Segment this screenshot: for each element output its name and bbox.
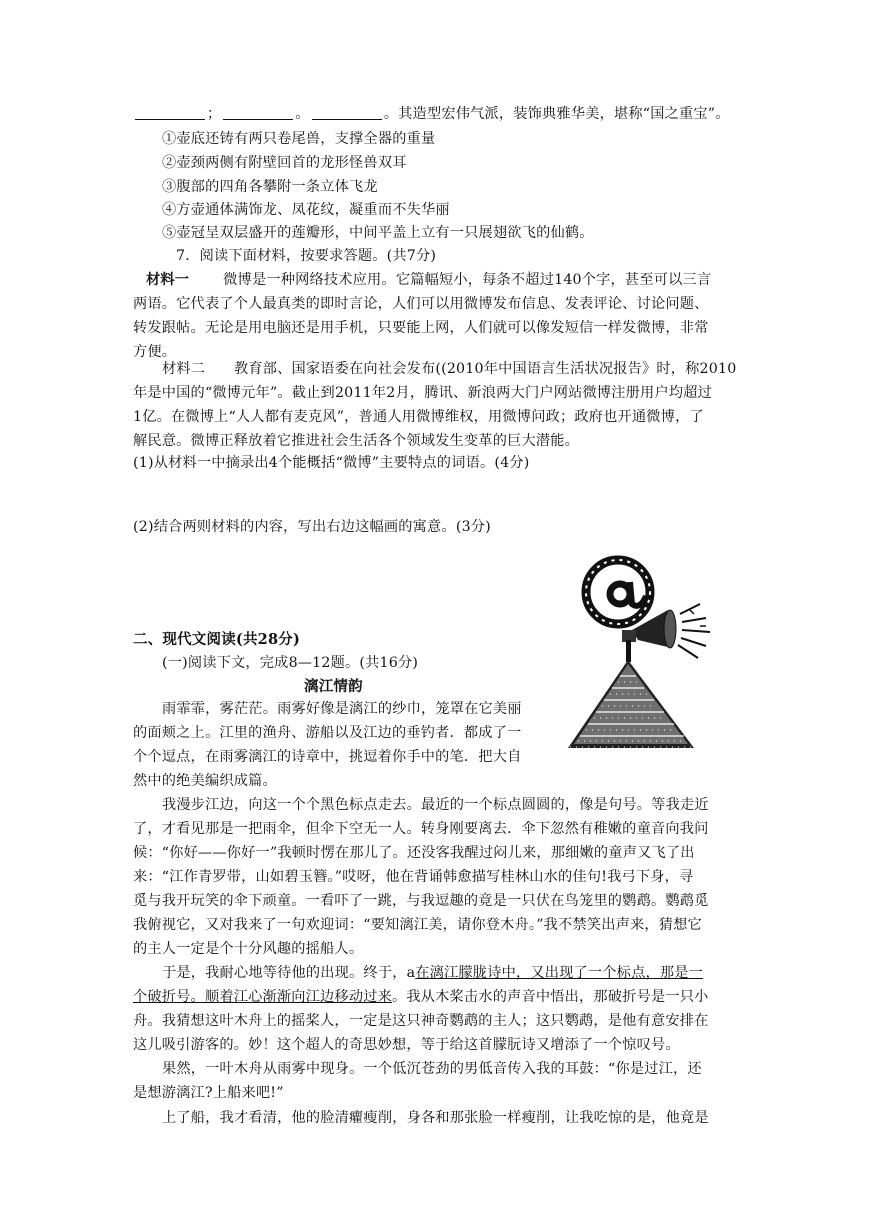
article-title: 漓江情韵 <box>304 678 363 695</box>
para-2-line-1: 我漫步江边，向这一个个黑色标点走去。最近的一个标点圆圆的，像是句号。等我走近 <box>162 797 709 813</box>
underlined-sentence-a-cont: 个破折号。顺着江心渐渐向江边移动过来 <box>133 989 392 1005</box>
material-1-line-2: 两语。它代表了个人最真类的即时言论，人们可以用微博发布信息、发表评论、讨论问题、 <box>133 296 709 312</box>
para-2-line-2: 了，才看见那是一把雨伞，但伞下空无一人。转身刚要离去．伞下忽然有稚嫩的童音向我问 <box>133 821 709 837</box>
option-5: ⑤壶冠呈双层盛开的莲瓣形，中间平盖上立有一只展翅欲飞的仙鹤。 <box>162 225 594 241</box>
material-2-line-3: 1亿。在微博上“人人都有麦克风”，普通人用微博维权，用微博问政；政府也开通微博，了 <box>133 409 704 425</box>
answer-blank-3[interactable] <box>312 105 382 120</box>
option-2: ②壶颈两侧有附壁回首的龙形怪兽双耳 <box>162 155 407 171</box>
para-2-line-4: 来：“江作青罗带，山如碧玉簪。”哎呀，他在背诵韩愈描写桂林山水的佳句!我弓下身，寻 <box>133 869 694 885</box>
para-1-line-3: 个个逗点，在雨雾漓江的诗章中，挑逗着你手中的笔．把大自 <box>133 749 522 765</box>
human-pyramid-icon <box>568 660 694 748</box>
material-2-line-2: 年是中国的“微博元年”。截止到2011年2月，腾讯、新浪两大门户网站微博注册用户均超过 <box>133 385 712 401</box>
material-2-line-4: 解民意。微博正释放着它推进社会生活各个领域发生变革的巨大潜能。 <box>133 433 580 449</box>
section-2-title: 二、现代文阅读(共28分) <box>133 631 300 648</box>
material-1-line-1: 材料一 微博是一种网络技术应用。它篇幅短小，每条不超过140个字，甚至可以三言 <box>146 272 712 288</box>
para-4-line-1: 果然，一叶木舟从雨雾中现身。一个低沉苍劲的男低音传入我的耳鼓：“你是过江，还 <box>162 1061 702 1077</box>
para-3-line-3: 舟。我猜想这叶木舟上的摇桨人，一定是这只神奇鹦鹉的主人；这只鹦鹉，是他有意安排在 <box>133 1013 709 1029</box>
section-2-part-1: (一)阅读下文，完成8—12题。(共16分) <box>162 655 419 671</box>
material-1-line-3: 转发跟帖。无论是用电脑还是用手机，只要能上网，人们就可以像发短信一样发微博，非常 <box>133 320 709 336</box>
answer-blank-2[interactable] <box>223 105 293 120</box>
question-7-title: 7．阅读下面材料，按要求答题。(共7分) <box>176 248 437 264</box>
separator-1: ； <box>207 106 222 122</box>
para-2-line-7: 的主人一定是个十分风趣的摇船人。 <box>133 941 364 957</box>
separator-2: 。 <box>295 106 310 122</box>
question-7-sub-1: (1)从材料一中摘录出4个能概括“微博”主要特点的词语。(4分) <box>133 455 530 471</box>
material-2-line-1: 材料二 教育部、国家语委在向社会发布((2010年中国语言生活状况报告》时，称2010 <box>162 361 737 377</box>
option-4: ④方壶通体满饰龙、凤花纹，凝重而不失华丽 <box>162 202 450 218</box>
option-3: ③腹部的四角各攀附一条立体飞龙 <box>162 179 378 195</box>
para-1-line-2: 的面颊之上。江里的渔舟、游船以及江边的垂钓者．都成了一 <box>133 725 522 741</box>
para-2-line-6: 我俯视它，又对我来了一句欢迎词：“要知漓江美，请你登木舟。”我不禁笑出声来，猜想它 <box>133 917 702 933</box>
fill-blank-tail: 。其造型宏伟气派，装饰典雅华美，堪称“国之重宝”。 <box>383 106 730 122</box>
para-1-line-4: 然中的绝美编织成篇。 <box>133 773 277 789</box>
fill-blank-line <box>133 102 730 126</box>
option-1: ①壶底还铸有两只卷尾兽，支撑全器的重量 <box>162 131 436 147</box>
para-3-line-2: 个破折号。顺着江心渐渐向江边移动过来。我从木桨击水的声音中悟出，那破折号是一只小 <box>133 989 709 1005</box>
para-2-line-3: 候：“你好——你好一”我顿时愣在那儿了。还没客我醒过闷儿来，那细嫩的童声又飞了出 <box>133 845 695 861</box>
question-7-sub-2: (2)结合两则材料的内容，写出右边这幅画的寓意。(3分) <box>133 519 491 535</box>
material-1-label: 材料一 <box>146 272 190 288</box>
para-3-line-4: 这儿吸引游客的。妙！这个超人的奇思妙想，等于给这首朦朊诗又增添了一个惊叹号。 <box>133 1037 680 1053</box>
cartoon-at-megaphone-image <box>560 552 740 757</box>
para-3-line-1: 于是，我耐心地等待他的出现。终于，a在漓江朦胧诗中，又出现了一个标点，那是一 <box>162 965 704 981</box>
material-1-line-4: 方便。 <box>133 344 177 360</box>
megaphone-icon <box>622 604 710 658</box>
para-2-line-5: 觅与我开玩笑的伞下顽童。一看吓了一跳，与我逗趣的竟是一只伏在鸟笼里的鹦鹉。鹦鹉觅 <box>133 893 709 909</box>
para-5-line-1: 上了船，我才看清，他的脸清癯瘦削，身各和那张脸一样瘦削，让我吃惊的是，他竟是 <box>162 1110 709 1126</box>
underlined-sentence-a: 在漓江朦胧诗中，又出现了一个标点，那是一 <box>415 965 704 981</box>
para-1-line-1: 雨霏霏，雾茫茫。雨雾好像是漓江的纱巾，笼罩在它美丽 <box>162 701 522 717</box>
at-sign-icon <box>586 560 650 624</box>
para-4-line-2: 是想游漓江?上船来吧!” <box>133 1085 284 1101</box>
answer-blank-1[interactable] <box>135 105 205 120</box>
